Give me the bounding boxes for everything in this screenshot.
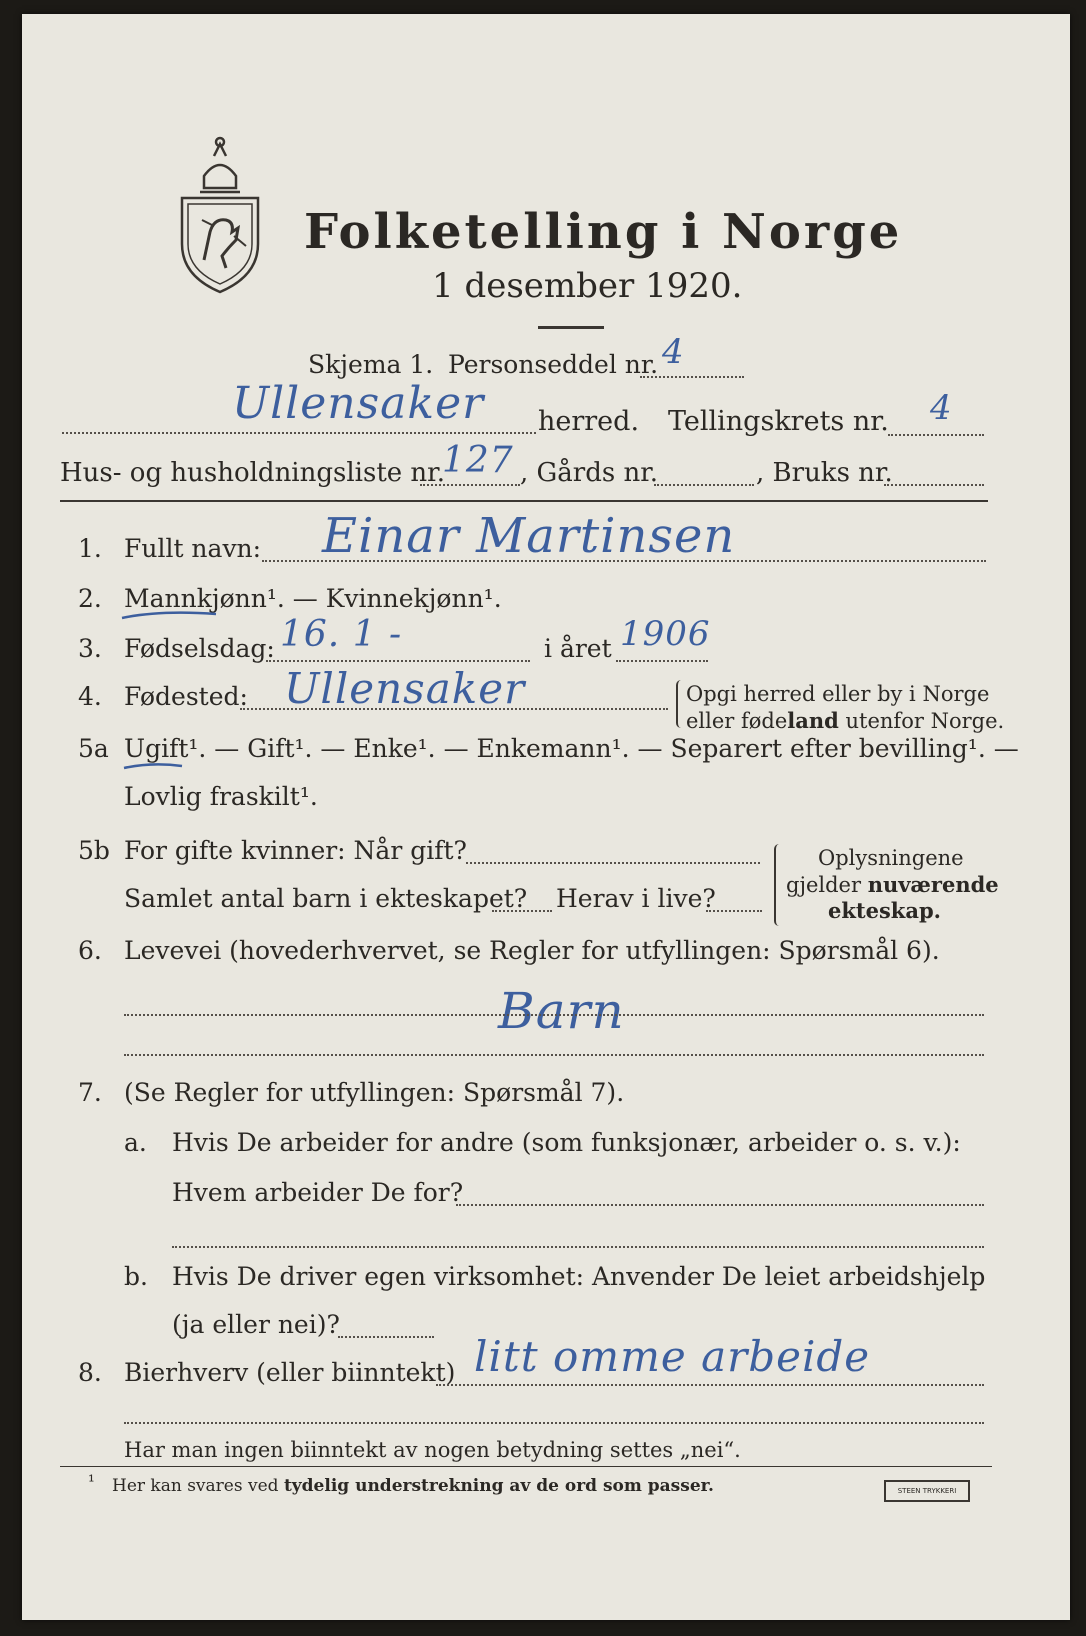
form-title: Folketelling i Norge	[304, 204, 903, 260]
q4-note-line2	[686, 708, 1004, 733]
q1-value: Einar Martinsen	[322, 508, 736, 564]
q7a-line2: Hvem arbeider De for?	[172, 1178, 464, 1207]
q7a-line1: Hvis De arbeider for andre (som funksjonær, arbeider o. s. v.):	[172, 1128, 961, 1157]
q7b-number: b.	[124, 1262, 148, 1291]
q5a-line2: Lovlig fraskilt¹.	[124, 782, 318, 811]
q8-number: 8.	[78, 1358, 102, 1387]
census-date: 1 desember 1920.	[432, 266, 743, 306]
printer-stamp: STEEN TRYKKERI	[884, 1480, 970, 1502]
footnote-text-plain: Her kan svares ved	[112, 1476, 284, 1496]
q3-year-value: 1906	[620, 614, 711, 654]
q7b-answer-line	[338, 1336, 434, 1338]
personseddel-line	[640, 376, 744, 378]
q3-number: 3.	[78, 634, 102, 663]
q6-line2	[124, 1054, 984, 1056]
q4-label: Fødested:	[124, 682, 248, 711]
q3-label: Fødselsdag:	[124, 634, 275, 663]
husliste-line	[420, 484, 520, 486]
q5a-line1: Ugift¹. — Gift¹. — Enke¹. — Enkemann¹. — Separert efter bevilling¹. —	[124, 734, 1019, 763]
gards-line	[654, 484, 754, 486]
q6-value: Barn	[498, 982, 625, 1040]
q1-number: 1.	[78, 534, 102, 563]
q3-date-line	[266, 660, 530, 662]
census-form	[22, 14, 1070, 1620]
personseddel-value: 4	[662, 332, 685, 372]
bruks-line	[884, 484, 984, 486]
q7b-line1: Hvis De driver egen virksomhet: Anvender De leiet arbeidshjelp	[172, 1262, 986, 1291]
q6-number: 6.	[78, 936, 102, 965]
footnote-text	[112, 1476, 714, 1496]
gards-label: , Gårds nr.	[520, 458, 659, 488]
q5b-note3: ekteskap.	[828, 898, 941, 923]
tellingskrets-line	[888, 434, 984, 436]
skjema-label: Skjema 1.	[308, 350, 434, 379]
q4-number: 4.	[78, 682, 102, 711]
herred-label: herred.	[538, 406, 640, 437]
q8-label: Bierhverv (eller biinntekt)	[124, 1358, 456, 1387]
q8-value: litt omme arbeide	[474, 1332, 871, 1381]
q4-note-part-a: eller føde	[686, 709, 788, 733]
q2-underline-mark	[120, 608, 220, 622]
q5b-children-line	[492, 910, 552, 912]
footnote-text-bold: tydelig understrekning av de ord som passer.	[283, 1476, 714, 1496]
q2-label: Mannkjønn¹. — Kvinnekjønn¹.	[124, 584, 502, 613]
q6-line1	[124, 1014, 984, 1016]
q8-line1	[436, 1384, 984, 1386]
q2-number: 2.	[78, 584, 102, 613]
q8-line2	[124, 1422, 984, 1424]
tellingskrets-label: Tellingskrets nr.	[668, 406, 889, 437]
q3-year-line	[616, 660, 708, 662]
q5b-note2-bold: nuværende	[867, 872, 999, 897]
footnote-mark: ¹	[88, 1472, 95, 1492]
q7a-number: a.	[124, 1128, 147, 1157]
q7a-extra-line	[172, 1246, 984, 1248]
q3-value: 16. 1 -	[280, 614, 403, 655]
q5b-married-line	[466, 862, 760, 864]
herred-line	[62, 432, 536, 434]
q7a-answer-line	[456, 1204, 984, 1206]
q5b-number: 5b	[78, 836, 110, 865]
q5b-line2b: Herav i live?	[556, 884, 716, 913]
q3-year-label: i året	[544, 634, 612, 663]
q7-label: (Se Regler for utfyllingen: Spørsmål 7).	[124, 1078, 625, 1107]
q6-label: Levevei (hovederhvervet, se Regler for utfyllingen: Spørsmål 6).	[124, 936, 940, 965]
q5a-number: 5a	[78, 734, 109, 763]
q5b-note2-plain: gjelder	[786, 873, 868, 897]
tellingskrets-value: 4	[930, 388, 953, 428]
q5b-line2a: Samlet antal barn i ekteskapet?	[124, 884, 528, 913]
q5b-alive-line	[706, 910, 762, 912]
q4-note-line1: Opgi herred eller by i Norge	[686, 682, 990, 706]
q1-label: Fullt navn:	[124, 534, 262, 563]
q5b-note2	[786, 872, 999, 897]
q4-note-part-c: utenfor Norge.	[838, 709, 1005, 733]
q4-value: Ullensaker	[284, 664, 526, 713]
coat-of-arms-icon	[174, 136, 266, 296]
q7-number: 7.	[78, 1078, 102, 1107]
q4-note-bold: land	[787, 708, 839, 733]
q5b-line1: For gifte kvinner: Når gift?	[124, 836, 467, 865]
personseddel-label: Personseddel nr.	[448, 350, 659, 379]
footnote-rule	[60, 1466, 992, 1467]
q4-brace	[676, 680, 686, 728]
biinntekt-note: Har man ingen biinntekt av nogen betydning settes „nei“.	[124, 1438, 741, 1462]
title-divider	[538, 326, 604, 329]
bruks-label: , Bruks nr.	[756, 458, 893, 488]
q5a-underline-mark	[122, 760, 184, 772]
herred-value: Ullensaker	[232, 378, 485, 429]
header-rule	[60, 500, 988, 502]
husliste-value: 127	[442, 440, 514, 481]
q5b-note1: Oplysningene	[818, 846, 964, 870]
q7b-line2: (ja eller nei)?	[172, 1310, 340, 1339]
husliste-label: Hus- og husholdningsliste nr.	[60, 458, 446, 488]
q5b-brace	[774, 844, 784, 926]
